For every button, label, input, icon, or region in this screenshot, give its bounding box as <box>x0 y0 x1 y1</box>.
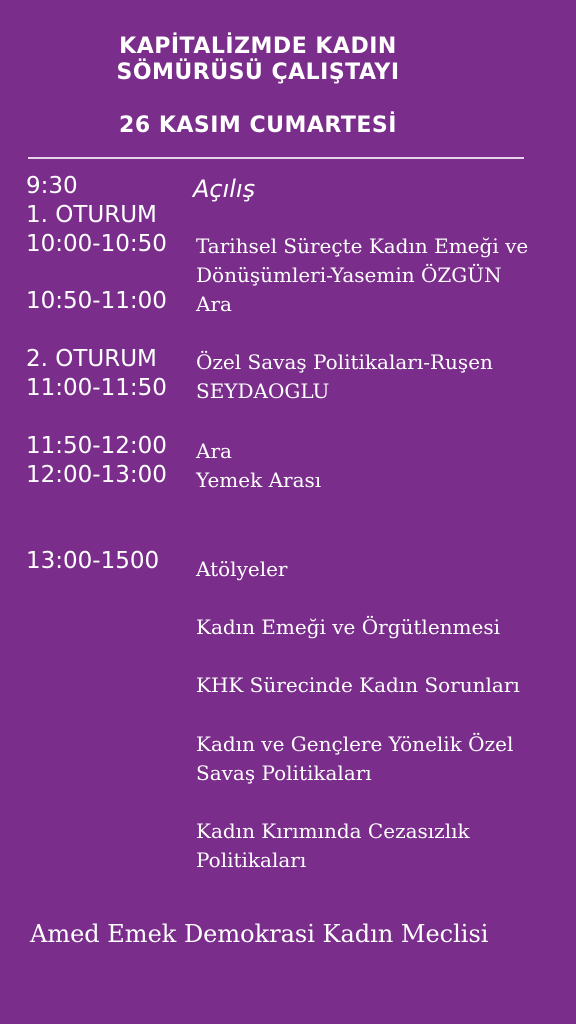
session2-text: Özel Savaş Politikaları-Ruşen SEYDAOGLU <box>196 350 493 403</box>
lunch-text: Yemek Arası <box>196 468 322 492</box>
session1-time: 10:00-10:50 <box>26 231 167 257</box>
session2-time: 11:00-11:50 <box>26 375 167 401</box>
break1-time: 10:50-11:00 <box>26 288 167 314</box>
organizer-name: Amed Emek Demokrasi Kadın Meclisi <box>30 920 489 948</box>
break1-text: Ara <box>196 292 232 316</box>
header-divider <box>28 157 524 159</box>
workshop-item-3: Kadın ve Gençlere Yönelik Özel Savaş Politikaları <box>196 732 514 785</box>
workshop-item-1: Kadın Emeği ve Örgütlenmesi <box>196 615 501 639</box>
session1-text: Tarihsel Süreçte Kadın Emeği ve Dönüşümleri-Yasemin ÖZGÜN <box>196 234 529 287</box>
workshop-item-2: KHK Sürecinde Kadın Sorunları <box>196 673 520 697</box>
break2-time: 11:50-12:00 <box>26 433 167 459</box>
opening-label: Açılış <box>193 175 256 203</box>
workshops-text: Atölyeler <box>196 557 288 581</box>
workshop-item-4: Kadın Kırımında Cezasızlık Politikaları <box>196 819 470 872</box>
opening-time: 9:30 <box>26 173 78 199</box>
session2-label: 2. OTURUM <box>26 346 157 372</box>
event-title-line1: KAPİTALİZMDE KADIN <box>119 34 397 59</box>
break2-text: Ara <box>196 439 232 463</box>
event-date: 26 KASIM CUMARTESİ <box>119 113 397 138</box>
lunch-time: 12:00-13:00 <box>26 462 167 488</box>
session1-label: 1. OTURUM <box>26 202 157 228</box>
event-title-line2: SÖMÜRÜSÜ ÇALIŞTAYI <box>116 60 400 85</box>
workshops-time: 13:00-1500 <box>26 548 160 574</box>
